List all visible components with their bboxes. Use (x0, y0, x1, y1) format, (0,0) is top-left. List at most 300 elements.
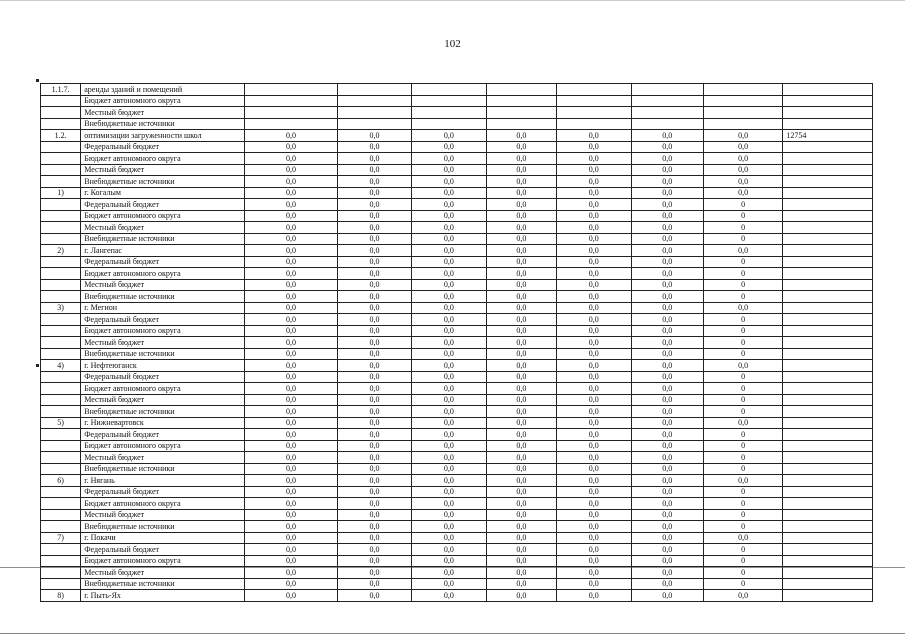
row-name-cell: Внебюджетные источники (81, 348, 245, 360)
row-name-cell: аренды зданий и помещений (81, 84, 245, 96)
value-cell: 0 (703, 383, 782, 395)
row-number-cell (41, 509, 81, 521)
row-name-cell: Федеральный бюджет (81, 544, 245, 556)
table-row (41, 544, 873, 556)
value-cell: 0,0 (557, 475, 631, 487)
value-cell: 0,0 (631, 452, 703, 464)
value-cell: 0,0 (245, 256, 338, 268)
value-cell: 0,0 (486, 233, 556, 245)
reference-cell (783, 268, 873, 280)
value-cell: 0,0 (557, 187, 631, 199)
value-cell (486, 95, 556, 107)
value-cell: 0,0 (245, 245, 338, 257)
value-cell: 0 (703, 463, 782, 475)
value-cell: 0,0 (486, 590, 556, 602)
value-cell: 0,0 (337, 406, 411, 418)
value-cell: 0,0 (412, 509, 486, 521)
value-cell (557, 95, 631, 107)
value-cell: 0,0 (245, 578, 338, 590)
value-cell: 0,0 (245, 463, 338, 475)
value-cell: 0,0 (631, 417, 703, 429)
value-cell: 0,0 (337, 302, 411, 314)
reference-cell (783, 498, 873, 510)
reference-cell (783, 302, 873, 314)
value-cell: 0,0 (337, 176, 411, 188)
value-cell (703, 118, 782, 130)
value-cell: 0,0 (337, 337, 411, 349)
value-cell: 0,0 (631, 222, 703, 234)
value-cell: 0,0 (245, 291, 338, 303)
reference-cell (783, 521, 873, 533)
value-cell (486, 84, 556, 96)
value-cell: 0 (703, 486, 782, 498)
row-number-cell (41, 383, 81, 395)
reference-cell (783, 95, 873, 107)
reference-cell (783, 360, 873, 372)
value-cell: 0,0 (557, 210, 631, 222)
table-row (41, 452, 873, 464)
table-row (41, 509, 873, 521)
row-name-cell: г. Пыть-Ях (81, 590, 245, 602)
value-cell: 0,0 (412, 498, 486, 510)
value-cell: 0,0 (631, 164, 703, 176)
row-name-cell: Бюджет автономного округа (81, 383, 245, 395)
row-name-cell: г. Когалым (81, 187, 245, 199)
value-cell: 0,0 (245, 521, 338, 533)
value-cell: 0 (703, 314, 782, 326)
value-cell: 0,0 (631, 440, 703, 452)
value-cell: 0,0 (412, 291, 486, 303)
row-name-cell: Местный бюджет (81, 509, 245, 521)
reference-cell (783, 84, 873, 96)
row-name-cell: Бюджет автономного округа (81, 95, 245, 107)
value-cell: 0,0 (337, 555, 411, 567)
row-number-cell (41, 107, 81, 119)
value-cell: 0 (703, 406, 782, 418)
row-name-cell: Федеральный бюджет (81, 314, 245, 326)
value-cell (486, 118, 556, 130)
value-cell: 0,0 (245, 567, 338, 579)
value-cell: 0,0 (631, 199, 703, 211)
value-cell: 0,0 (631, 463, 703, 475)
reference-cell (783, 394, 873, 406)
value-cell: 0,0 (703, 130, 782, 142)
value-cell: 0 (703, 256, 782, 268)
value-cell: 0,0 (245, 509, 338, 521)
value-cell: 0,0 (557, 486, 631, 498)
value-cell: 0,0 (337, 463, 411, 475)
row-number-cell (41, 210, 81, 222)
value-cell: 0,0 (703, 164, 782, 176)
value-cell: 0,0 (631, 429, 703, 441)
value-cell: 0,0 (245, 394, 338, 406)
row-number-cell: 6) (41, 475, 81, 487)
row-name-cell: Бюджет автономного округа (81, 210, 245, 222)
row-name-cell: Бюджет автономного округа (81, 440, 245, 452)
value-cell: 0,0 (412, 521, 486, 533)
value-cell: 0,0 (486, 291, 556, 303)
value-cell: 0,0 (245, 302, 338, 314)
value-cell (337, 107, 411, 119)
value-cell: 0,0 (486, 302, 556, 314)
value-cell: 0,0 (631, 256, 703, 268)
reference-cell (783, 291, 873, 303)
value-cell: 0,0 (412, 417, 486, 429)
value-cell: 0,0 (557, 578, 631, 590)
table-row (41, 233, 873, 245)
row-number-cell: 4) (41, 360, 81, 372)
row-number-cell (41, 555, 81, 567)
row-name-cell: г. Нягань (81, 475, 245, 487)
row-number-cell (41, 141, 81, 153)
row-name-cell: Местный бюджет (81, 279, 245, 291)
table-row (41, 268, 873, 280)
value-cell: 0,0 (412, 544, 486, 556)
value-cell: 0,0 (337, 268, 411, 280)
value-cell: 0,0 (337, 187, 411, 199)
row-name-cell: Федеральный бюджет (81, 199, 245, 211)
row-number-cell (41, 567, 81, 579)
reference-cell (783, 176, 873, 188)
value-cell: 0,0 (631, 383, 703, 395)
value-cell: 0,0 (557, 555, 631, 567)
value-cell: 0,0 (337, 210, 411, 222)
value-cell: 0,0 (631, 302, 703, 314)
row-name-cell: Местный бюджет (81, 567, 245, 579)
reference-cell (783, 118, 873, 130)
value-cell (631, 118, 703, 130)
value-cell: 0,0 (631, 325, 703, 337)
reference-cell: 12754 (783, 130, 873, 142)
value-cell: 0,0 (245, 141, 338, 153)
value-cell: 0,0 (245, 164, 338, 176)
value-cell: 0,0 (486, 210, 556, 222)
row-number-cell (41, 486, 81, 498)
table-row (41, 210, 873, 222)
table-row (41, 222, 873, 234)
reference-cell (783, 544, 873, 556)
row-name-cell: г. Нижневартовск (81, 417, 245, 429)
value-cell: 0 (703, 452, 782, 464)
row-name-cell: г. Нефтеюганск (81, 360, 245, 372)
value-cell (412, 118, 486, 130)
reference-cell (783, 187, 873, 199)
value-cell: 0,0 (245, 233, 338, 245)
value-cell (245, 118, 338, 130)
table-row (41, 521, 873, 533)
value-cell: 0 (703, 348, 782, 360)
row-name-cell: Бюджет автономного округа (81, 268, 245, 280)
value-cell: 0,0 (412, 279, 486, 291)
table-row (41, 256, 873, 268)
value-cell (557, 84, 631, 96)
value-cell: 0,0 (412, 302, 486, 314)
value-cell: 0,0 (631, 245, 703, 257)
row-number-cell (41, 164, 81, 176)
value-cell: 0 (703, 509, 782, 521)
table-row (41, 578, 873, 590)
value-cell (337, 118, 411, 130)
value-cell: 0,0 (557, 348, 631, 360)
row-number-cell (41, 498, 81, 510)
value-cell: 0,0 (337, 452, 411, 464)
value-cell: 0,0 (337, 325, 411, 337)
value-cell: 0,0 (245, 268, 338, 280)
value-cell: 0,0 (703, 187, 782, 199)
row-name-cell: Местный бюджет (81, 164, 245, 176)
value-cell: 0,0 (557, 314, 631, 326)
value-cell: 0,0 (245, 417, 338, 429)
table-row (41, 417, 873, 429)
value-cell: 0,0 (337, 256, 411, 268)
value-cell: 0,0 (337, 544, 411, 556)
value-cell: 0,0 (412, 394, 486, 406)
reference-cell (783, 245, 873, 257)
value-cell: 0 (703, 291, 782, 303)
value-cell: 0,0 (631, 314, 703, 326)
row-name-cell: Местный бюджет (81, 222, 245, 234)
row-name-cell: Внебюджетные источники (81, 118, 245, 130)
value-cell: 0,0 (337, 475, 411, 487)
table-row (41, 463, 873, 475)
value-cell: 0 (703, 440, 782, 452)
value-cell: 0,0 (337, 509, 411, 521)
value-cell: 0,0 (631, 291, 703, 303)
value-cell: 0,0 (245, 590, 338, 602)
reference-cell (783, 279, 873, 291)
value-cell: 0,0 (412, 141, 486, 153)
table-row (41, 590, 873, 602)
value-cell: 0,0 (557, 130, 631, 142)
table-row (41, 107, 873, 119)
table-row (41, 440, 873, 452)
value-cell: 0,0 (557, 532, 631, 544)
table-row (41, 555, 873, 567)
value-cell: 0,0 (557, 233, 631, 245)
value-cell: 0,0 (245, 222, 338, 234)
value-cell: 0,0 (631, 498, 703, 510)
value-cell: 0,0 (412, 555, 486, 567)
row-number-cell: 1) (41, 187, 81, 199)
value-cell: 0,0 (557, 429, 631, 441)
value-cell: 0 (703, 394, 782, 406)
value-cell: 0,0 (486, 141, 556, 153)
value-cell: 0,0 (412, 475, 486, 487)
reference-cell (783, 233, 873, 245)
value-cell (631, 84, 703, 96)
table-row (41, 498, 873, 510)
table-row (41, 383, 873, 395)
value-cell: 0,0 (557, 268, 631, 280)
value-cell: 0,0 (337, 222, 411, 234)
row-number-cell: 1.1.7. (41, 84, 81, 96)
row-number-cell (41, 348, 81, 360)
value-cell: 0,0 (557, 337, 631, 349)
budget-table (40, 83, 873, 602)
value-cell: 0,0 (486, 452, 556, 464)
value-cell: 0,0 (412, 268, 486, 280)
reference-cell (783, 210, 873, 222)
row-number-cell: 1.2. (41, 130, 81, 142)
value-cell: 0,0 (557, 371, 631, 383)
value-cell: 0 (703, 578, 782, 590)
table-row (41, 199, 873, 211)
value-cell: 0,0 (486, 256, 556, 268)
value-cell: 0,0 (631, 509, 703, 521)
reference-cell (783, 463, 873, 475)
value-cell: 0,0 (412, 199, 486, 211)
scan-artifact-line (0, 567, 905, 568)
value-cell: 0,0 (245, 337, 338, 349)
row-number-cell (41, 394, 81, 406)
reference-cell (783, 429, 873, 441)
row-name-cell: Бюджет автономного округа (81, 555, 245, 567)
value-cell: 0,0 (412, 222, 486, 234)
value-cell: 0,0 (631, 153, 703, 165)
value-cell: 0,0 (412, 176, 486, 188)
value-cell: 0,0 (412, 153, 486, 165)
row-name-cell: Федеральный бюджет (81, 486, 245, 498)
value-cell: 0 (703, 567, 782, 579)
row-name-cell: Местный бюджет (81, 394, 245, 406)
row-name-cell: Местный бюджет (81, 107, 245, 119)
value-cell: 0,0 (412, 452, 486, 464)
table-row (41, 187, 873, 199)
value-cell: 0,0 (486, 268, 556, 280)
value-cell: 0,0 (486, 245, 556, 257)
value-cell: 0,0 (412, 210, 486, 222)
margin-mark (36, 79, 39, 82)
value-cell: 0,0 (557, 325, 631, 337)
value-cell: 0,0 (245, 187, 338, 199)
value-cell: 0,0 (486, 337, 556, 349)
value-cell (245, 95, 338, 107)
value-cell: 0,0 (412, 337, 486, 349)
value-cell (486, 107, 556, 119)
reference-cell (783, 164, 873, 176)
value-cell: 0,0 (486, 532, 556, 544)
row-number-cell (41, 256, 81, 268)
row-number-cell (41, 463, 81, 475)
value-cell: 0,0 (412, 383, 486, 395)
value-cell: 0 (703, 371, 782, 383)
value-cell: 0 (703, 429, 782, 441)
reference-cell (783, 383, 873, 395)
table-row (41, 95, 873, 107)
row-name-cell: Внебюджетные источники (81, 521, 245, 533)
value-cell: 0,0 (337, 360, 411, 372)
value-cell: 0 (703, 279, 782, 291)
row-number-cell (41, 118, 81, 130)
row-number-cell (41, 233, 81, 245)
value-cell: 0,0 (557, 452, 631, 464)
reference-cell (783, 107, 873, 119)
row-name-cell: г. Покачи (81, 532, 245, 544)
value-cell: 0,0 (486, 521, 556, 533)
value-cell: 0,0 (412, 360, 486, 372)
value-cell: 0,0 (703, 360, 782, 372)
value-cell: 0,0 (245, 199, 338, 211)
value-cell: 0,0 (337, 291, 411, 303)
value-cell: 0,0 (703, 532, 782, 544)
value-cell: 0,0 (631, 279, 703, 291)
value-cell: 0,0 (337, 348, 411, 360)
value-cell: 0,0 (557, 153, 631, 165)
table-row (41, 279, 873, 291)
value-cell: 0,0 (412, 187, 486, 199)
value-cell: 0,0 (245, 279, 338, 291)
value-cell: 0,0 (245, 314, 338, 326)
row-number-cell (41, 440, 81, 452)
value-cell: 0,0 (703, 245, 782, 257)
value-cell: 0,0 (557, 463, 631, 475)
row-name-cell: Бюджет автономного округа (81, 153, 245, 165)
row-name-cell: Внебюджетные источники (81, 463, 245, 475)
value-cell: 0,0 (337, 498, 411, 510)
value-cell: 0,0 (557, 164, 631, 176)
value-cell: 0 (703, 521, 782, 533)
reference-cell (783, 199, 873, 211)
value-cell: 0,0 (557, 360, 631, 372)
value-cell: 0,0 (486, 314, 556, 326)
value-cell: 0,0 (245, 498, 338, 510)
value-cell: 0,0 (486, 406, 556, 418)
value-cell (412, 84, 486, 96)
value-cell: 0,0 (557, 291, 631, 303)
value-cell: 0,0 (337, 279, 411, 291)
value-cell: 0,0 (557, 440, 631, 452)
value-cell: 0,0 (631, 360, 703, 372)
value-cell: 0,0 (557, 141, 631, 153)
value-cell: 0,0 (412, 578, 486, 590)
reference-cell (783, 440, 873, 452)
value-cell: 0,0 (337, 486, 411, 498)
table-row (41, 337, 873, 349)
value-cell: 0,0 (703, 417, 782, 429)
reference-cell (783, 486, 873, 498)
value-cell: 0,0 (486, 475, 556, 487)
row-number-cell (41, 268, 81, 280)
value-cell: 0,0 (486, 440, 556, 452)
table-row (41, 141, 873, 153)
value-cell: 0,0 (486, 348, 556, 360)
value-cell: 0,0 (703, 475, 782, 487)
value-cell: 0,0 (245, 210, 338, 222)
value-cell: 0,0 (631, 394, 703, 406)
row-name-cell: Федеральный бюджет (81, 256, 245, 268)
value-cell: 0,0 (557, 279, 631, 291)
value-cell: 0,0 (631, 176, 703, 188)
value-cell: 0,0 (557, 406, 631, 418)
value-cell: 0,0 (631, 187, 703, 199)
row-number-cell (41, 544, 81, 556)
value-cell: 0,0 (245, 176, 338, 188)
table-row (41, 130, 873, 142)
row-name-cell: Внебюджетные источники (81, 406, 245, 418)
row-number-cell (41, 153, 81, 165)
value-cell: 0,0 (631, 532, 703, 544)
value-cell: 0,0 (631, 141, 703, 153)
row-number-cell: 3) (41, 302, 81, 314)
value-cell: 0,0 (337, 383, 411, 395)
row-number-cell (41, 95, 81, 107)
value-cell: 0,0 (412, 440, 486, 452)
value-cell: 0,0 (486, 360, 556, 372)
value-cell: 0,0 (412, 348, 486, 360)
value-cell: 0,0 (412, 406, 486, 418)
value-cell: 0,0 (703, 153, 782, 165)
value-cell: 0,0 (337, 153, 411, 165)
